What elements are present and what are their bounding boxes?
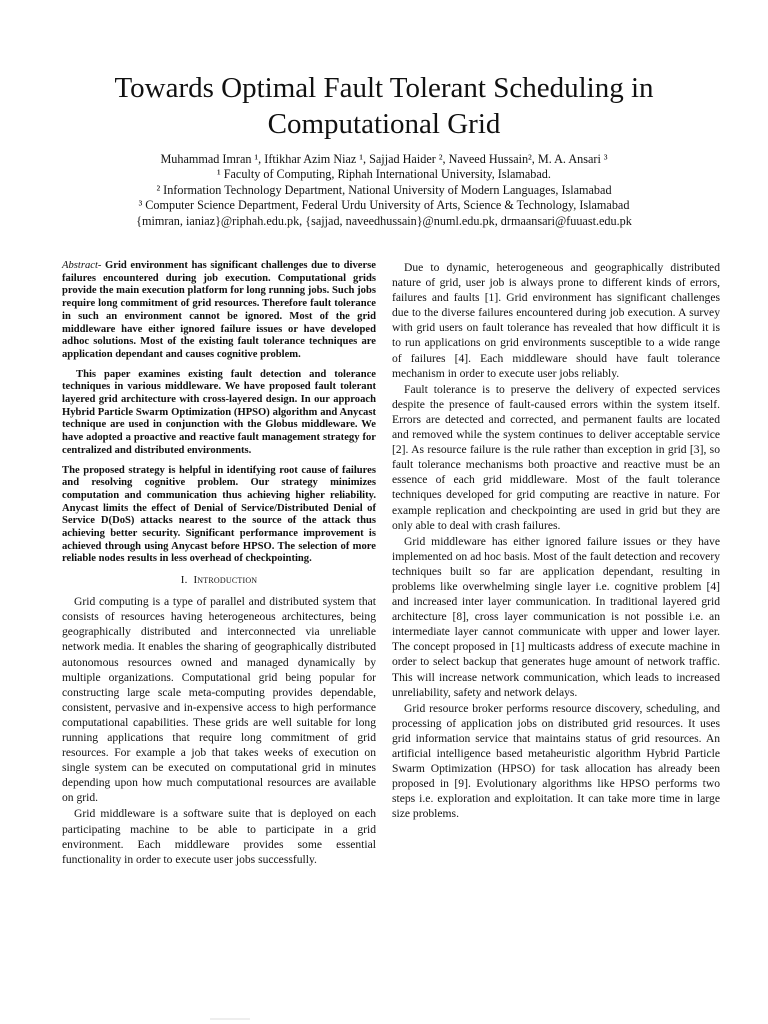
abstract-text-1: Grid environment has significant challenges due to diverse failures encountered during job execution. Computational grids provide the main execution platform for long running jobs. Such jobs require long commitment of grid resources. Therefore fault tolerance in such an environment cannot be ignored. Most of the grid middleware have either ignored failure issues or have developed adhoc solutions. Most of the existing fault tolerance techniques are application dependant and causes cognitive problem. bbox=[62, 260, 376, 360]
affiliation-1: ¹ Faculty of Computing, Riphah International University, Islamabad. bbox=[217, 167, 551, 182]
affiliation-3: ³ Computer Science Department, Federal Urdu University of Arts, Science & Technology, Islamabad bbox=[138, 198, 630, 213]
right-paragraph-3: Grid middleware has either ignored failure issues or they have implemented on ad hoc basis. Most of the fault detection and recovery techniques built so far are application dependant, resulting in problems like overwhelming single layer i.e. cognitive problem [4] and increased inter layer communication. In traditional layered grid architecture [8], cross layer communication is not possible i.e. an intermediate layer cannot communicate with upper and lower layer. The concept proposed in [1] multicasts address of execute machine in order to select backup that generates huge amount of network traffic. This will increase network communication, which leads to increased unreliability, safety and network delays. bbox=[392, 534, 720, 699]
section-number: I. bbox=[180, 574, 188, 587]
intro-paragraph-2: Grid middleware is a software suite that is deployed on each participating machine to be able to participate in a grid environment. Each middleware provides some essential functionality in order to execute user jobs successfully. bbox=[62, 807, 376, 866]
right-column bbox=[392, 260, 720, 822]
paper-title: Towards Optimal Fault Tolerant Scheduling in Computational Grid bbox=[114, 72, 654, 140]
section-heading-introduction bbox=[62, 573, 376, 587]
abstract-paragraph-3: The proposed strategy is helpful in identifying root cause of failures and resolving cognitive problem. Our strategy minimizes computation and communication thus achieving higher reliability. Anycast limits the effect of Denial of Service/Distributed Denial of Service D(DoS) attacks nearest to the source of the attack thus achieving better security. Significant performance improvement is achieved through using Anycast before HPSO. The selection of more reliable nodes results in less overhead of checkpointing. bbox=[62, 464, 376, 565]
abstract-paragraph-1 bbox=[62, 260, 376, 362]
affiliation-2: ² Information Technology Department, National University of Modern Languages, Islamabad bbox=[156, 182, 612, 197]
scan-artifact-mark bbox=[210, 1016, 250, 1022]
author-block bbox=[40, 152, 728, 229]
right-paragraph-2: Fault tolerance is to preserve the delivery of expected services despite the presence of fault-caused errors within the system itself. Errors are detected and corrected, and permanent faults are located and removed while the system continues to deliver acceptable service [2]. As resource failure is the rule rather than exception in grid [3], so fault tolerance mechanisms both proactive and reactive must be an essence of each grid middleware. Most of the fault tolerance techniques developed for grid computing are reactive in nature. For example replication and checkpointing are used in grid but they are only able to deal with crash failures. bbox=[392, 382, 720, 532]
right-paragraph-4: Grid resource broker performs resource discovery, scheduling, and processing of application jobs on distributed grid resources. It uses grid information service that maintains status of grid resources. An artificial intelligence based metaheuristic algorithm Hybrid Particle Swarm Optimization (HPSO) for task allocation has already been proposed in [9]. Evolutionary algorithms like HPSO performs two steps i.e. exploration and exploitation. It can take more time in large size problems. bbox=[392, 701, 720, 821]
author-emails: {mimran, ianiaz}@riphah.edu.pk, {sajjad, naveedhussain}@numl.edu.pk, drmaansari@fuuast.edu.pk bbox=[136, 213, 632, 228]
intro-paragraph-1: Grid computing is a type of parallel and distributed system that consists of resources having heterogeneous architectures, being geographically distributed and interconnected via unreliable network media. It enables the sharing of geographically distributed autonomous resources owned and managed dynamically by multiple organizations. Computational grid being popular for constructing large scale meta-computing provides dependable, consistent, pervasive and in-expensive access to high performance computational capabilities. These grids are well suitable for long running applications that require long commitment of grid resources. For example a job that takes weeks of execution on single system can be executed on computational grid in minutes depending upon how much computational resources are available on grid. bbox=[62, 595, 376, 805]
left-column bbox=[62, 260, 376, 868]
author-names: Muhammad Imran ¹, Iftikhar Azim Niaz ¹, Sajjad Haider ², Naveed Hussain², M. A. Ansari ³ bbox=[160, 152, 608, 166]
right-paragraph-1: Due to dynamic, heterogeneous and geographically distributed nature of grid, user job is always prone to different kinds of errors, failures and faults [1]. Grid environment has significant challenges due to the diverse failures encountered during job execution. A survey with grid users on fault tolerance has revealed that how difficult it is to run applications on grid environments susceptible to a wide range of failures [4]. Each middleware should have fault tolerance mechanism in order to execute user jobs reliably. bbox=[392, 261, 720, 380]
abstract-paragraph-2: This paper examines existing fault detection and tolerance techniques in various middleware. We have proposed fault tolerant layered grid architecture with cross-layered design. In our approach Hybrid Particle Swarm Optimization (HPSO) algorithm and Anycast technique are used in conjunction with the Globus middleware. We have adopted a proactive and reactive fault management strategy for centralized and distributed environments. bbox=[62, 368, 376, 456]
abstract-label: Abstract- bbox=[62, 260, 102, 271]
section-title: Introduction bbox=[193, 574, 258, 587]
